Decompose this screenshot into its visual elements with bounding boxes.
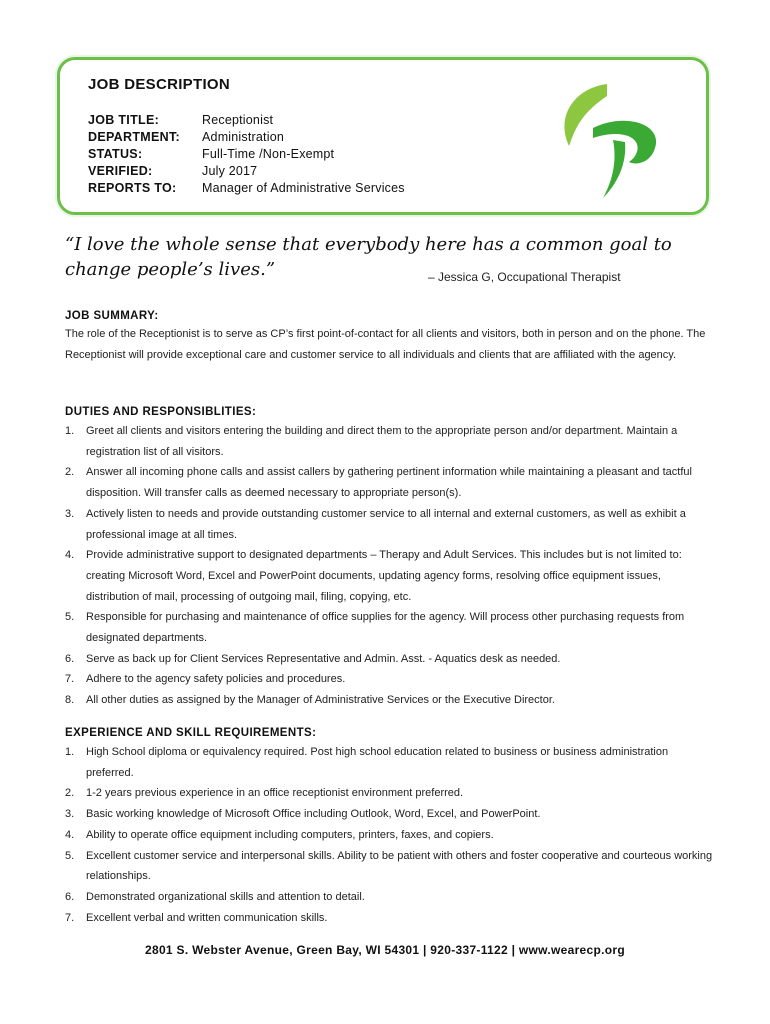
duties-heading: DUTIES AND RESPONSIBLITIES: <box>65 406 257 418</box>
list-item <box>65 462 715 503</box>
item-text: All other duties as assigned by the Manager of Administrative Services or the Executive Director. <box>86 694 555 707</box>
meta-row-reports-to <box>88 181 405 198</box>
document-title: JOB DESCRIPTION <box>88 76 231 93</box>
meta-label: JOB TITLE: <box>88 113 160 127</box>
list-item <box>65 504 715 545</box>
item-text: High School diploma or equivalency required. Post high school education related to business or business administration preferred. <box>86 746 669 779</box>
item-number: 3. <box>65 808 75 821</box>
list-item <box>65 908 715 929</box>
meta-label: DEPARTMENT: <box>88 130 180 144</box>
item-number: 2. <box>65 466 75 479</box>
meta-row-department <box>88 130 405 147</box>
item-number: 1. <box>65 425 75 437</box>
list-item <box>65 649 715 670</box>
experience-list <box>65 742 715 928</box>
meta-value: July 2017 <box>202 164 258 178</box>
item-text: Actively listen to needs and provide outstanding customer service to all internal and external customers, as well as exhibit a professional image at all times. <box>86 507 686 541</box>
item-number: 8. <box>65 694 75 707</box>
list-item <box>65 421 715 462</box>
item-number: 7. <box>65 673 75 686</box>
experience-heading: EXPERIENCE AND SKILL REQUIREMENTS: <box>65 727 317 739</box>
item-text: Excellent customer service and interpersonal skills. Ability to be patient with others and foster cooperative and courteous working relationships. <box>86 849 713 883</box>
item-number: 6. <box>65 890 75 903</box>
testimonial-quote: “I love the whole sense that everybody here has a common goal to change people’s lives.” <box>65 234 672 280</box>
job-header-box <box>57 57 709 215</box>
item-number: 3. <box>65 507 75 520</box>
list-item <box>65 742 715 783</box>
item-number: 7. <box>65 911 75 924</box>
footer-contact-line: 2801 S. Webster Avenue, Green Bay, WI 54301 | 920-337-1122 | www.wearecp.org <box>145 943 625 957</box>
meta-value: Manager of Administrative Services <box>202 181 405 195</box>
item-text: Answer all incoming phone calls and assist callers by gathering pertinent information while maintaining a pleasant and tactful disposition. Will transfer calls as deemed necessary to appropriate person(s). <box>86 466 692 500</box>
item-number: 4. <box>65 828 75 841</box>
item-text: Ability to operate office equipment including computers, printers, faxes, and copiers. <box>86 828 494 841</box>
list-item <box>65 607 715 648</box>
meta-value: Receptionist <box>202 113 274 127</box>
item-number: 5. <box>65 849 75 862</box>
meta-row-job-title <box>88 113 405 130</box>
list-item <box>65 887 715 908</box>
list-item <box>65 825 715 846</box>
item-text: Greet all clients and visitors entering the building and direct them to the appropriate person and/or department. Maintain a registration list of all visitors. <box>86 425 678 458</box>
job-meta-fields <box>88 113 405 198</box>
item-text: 1-2 years previous experience in an office receptionist environment preferred. <box>86 787 464 800</box>
cp-logo <box>555 76 665 201</box>
list-item <box>65 846 715 887</box>
job-summary-text: The role of the Receptionist is to serve as CP’s first point-of-contact for all clients and visitors, both in person and on the phone. The Receptionist will provide exceptional care and customer service to all individuals and clients that are affiliated with the agency. <box>65 328 706 361</box>
meta-label: REPORTS TO: <box>88 181 177 195</box>
item-number: 6. <box>65 652 75 665</box>
list-item <box>65 669 715 690</box>
meta-label: STATUS: <box>88 147 143 161</box>
list-item <box>65 783 715 804</box>
meta-value: Full-Time /Non-Exempt <box>202 147 335 161</box>
list-item <box>65 804 715 825</box>
item-text: Serve as back up for Client Services Representative and Admin. Asst. - Aquatics desk as needed. <box>86 652 561 665</box>
job-summary-heading: JOB SUMMARY: <box>65 310 159 322</box>
item-number: 4. <box>65 549 75 562</box>
meta-row-verified <box>88 164 405 181</box>
list-item <box>65 545 715 607</box>
logo-p-stem <box>603 140 625 198</box>
item-text: Adhere to the agency safety policies and procedures. <box>86 673 346 686</box>
meta-label: VERIFIED: <box>88 164 153 178</box>
item-text: Basic working knowledge of Microsoft Office including Outlook, Word, Excel, and PowerPoint. <box>86 808 541 821</box>
duties-list <box>65 421 715 711</box>
item-text: Provide administrative support to designated departments – Therapy and Adult Services. This includes but is not limited to: creating Microsoft Word, Excel and PowerPoint documents, updating agency forms, resolving office equipment issues, distribution of mail, processing of outgoing mail, filing, copying, etc. <box>86 549 682 603</box>
meta-value: Administration <box>202 130 284 144</box>
item-text: Responsible for purchasing and maintenance of office supplies for the agency. Will process other purchasing requests from designated departments. <box>86 611 685 645</box>
item-number: 2. <box>65 787 75 800</box>
item-text: Excellent verbal and written communication skills. <box>86 911 328 924</box>
list-item <box>65 690 715 711</box>
item-number: 1. <box>65 746 75 758</box>
item-number: 5. <box>65 611 75 624</box>
item-text: Demonstrated organizational skills and attention to detail. <box>86 890 365 903</box>
logo-c-shape <box>564 84 607 146</box>
quote-attribution: – Jessica G, Occupational Therapist <box>428 270 621 284</box>
meta-row-status <box>88 147 405 164</box>
